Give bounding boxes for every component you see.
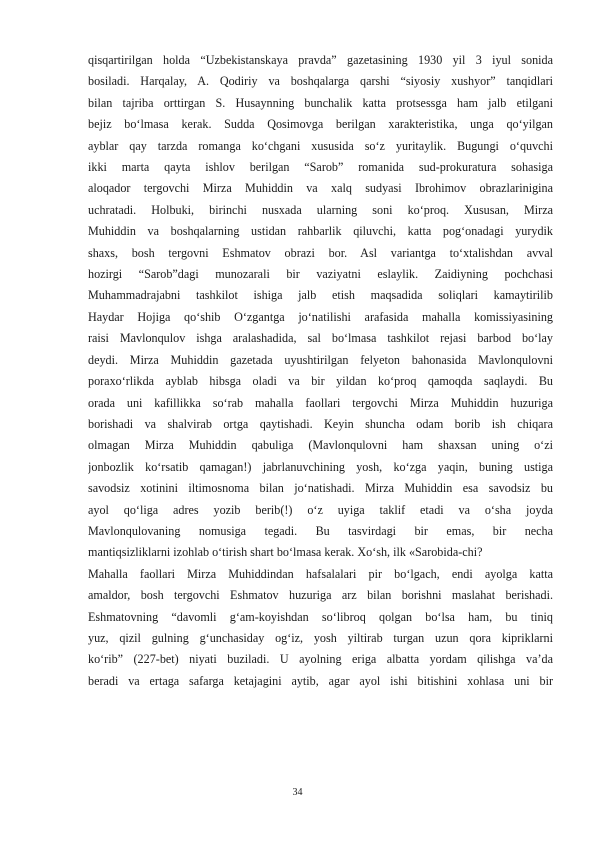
text-line: ayol qo‘liga adres yozib berib(!) o‘z uyiga taklif etadi va o‘sha joyda — [88, 502, 553, 517]
text-line: Haydar Hojiga qo‘shib O‘zgantga jo‘natilishi arafasida mahalla komissiyasining — [88, 309, 553, 324]
text-line: Mavlonqulovaning nomusiga tegadi. Bu tasvirdagi bir emas, bir necha — [88, 523, 553, 538]
text-line: ikki marta qayta ishlov berilgan “Sarob” romanida sud-prokuratura sohasiga — [88, 160, 553, 175]
text-line: Eshmatovning “davomli g‘am-koyishdan so‘libroq qolgan bo‘lsa ham, bu tiniq — [88, 609, 553, 624]
text-line: aloqador tergovchi Mirza Muhiddin va xalq sudyasi Ibrohimov obrazlarinigina — [88, 181, 553, 196]
text-line: poraxo‘rlikda ayblab hibsga oladi va bir yildan ko‘proq qamoqda saqlaydi. Bu — [88, 374, 553, 389]
text-line: yuz, qizil gulning g‘unchasiday og‘iz, yosh yiltirab turgan uzun qora kipriklarni — [88, 630, 553, 645]
text-line: amaldor, bosh tergovchi Eshmatov huzuriga arz bilan borishni maslahat berishadi. — [88, 588, 553, 603]
text-line: orada uni kafillikka so‘rab mahalla faollari tergovchi Mirza Muhiddin huzuriga — [88, 395, 553, 410]
text-line: Muhammadrajabni tashkilot ishiga jalb etish maqsadida soliqlari kamaytirilib — [88, 288, 553, 303]
text-line: jonbozlik ko‘rsatib qamagan!) jabrlanuvchining yosh, ko‘zga yaqin, buning ustiga — [88, 459, 553, 474]
text-line: beradi va ertaga safarga ketajagini aytib, agar ayol ishi bitishini xohlasa uni bir — [88, 673, 553, 688]
text-line: savodsiz xotinini iltimosnoma bilan jo‘natishadi. Mirza Muhiddin esa savodsiz bu — [88, 481, 553, 496]
text-line: olmagan Mirza Muhiddin qabuliga (Mavlonqulovni ham shaxsan uning o‘zi — [88, 438, 553, 453]
text-line: ko‘rib” (227-bet) niyati buziladi. U ayolning eriga albatta yordam qilishga va’da — [88, 652, 553, 667]
text-line: mantiqsizliklarni izohlab o‘tirish shart bo‘lmasa kerak. Xo‘sh, ilk «Sarobida-chi? — [88, 545, 483, 560]
text-line: Muhiddin va boshqalarning ustidan rahbarlik qiluvchi, katta pog‘onadagi yurydik — [88, 224, 553, 239]
text-line: Mahalla faollari Mirza Muhiddindan hafsalalari pir bo‘lgach, endi ayolga katta — [88, 566, 553, 581]
text-line: uchratadi. Holbuki, birinchi nusxada ularning soni ko‘proq. Xususan, Mirza — [88, 202, 553, 217]
text-line: bejiz bo‘lmasa kerak. Sudda Qosimovga berilgan xarakteristika, unga qo‘yilgan — [88, 117, 553, 132]
text-line: qisqartirilgan holda “Uzbekistanskaya pravda” gazetasining 1930 yil 3 iyul sonida — [88, 53, 553, 67]
text-line: bilan tajriba orttirgan S. Husaynning bunchalik katta protsessga ham jalb etilgani — [88, 95, 553, 110]
page-number: 34 — [292, 787, 303, 798]
text-line: raisi Mavlonqulov ishga aralashadida, sal bo‘lmasa tashkilot rejasi barbod bo‘lay — [88, 331, 553, 346]
text-line: deydi. Mirza Muhiddin gazetada uyushtirilgan felyeton bahonasida Mavlonqulovni — [88, 352, 553, 367]
text-line: borishadi va shalvirab ortga qaytishadi. Keyin shuncha odam borib ish chiqara — [88, 416, 553, 431]
document-body — [88, 50, 553, 692]
text-line: hozirgi “Sarob”dagi munozarali bir vaziyatni eslaylik. Zaidiyning pochchasi — [88, 267, 553, 282]
text-line: bosiladi. Harqalay, A. Qodiriy va boshqalarga qarshi “siyosiy xushyor” tanqidlari — [88, 74, 553, 89]
text-line: ayblar qay tarzda romanga ko‘chgani xususida so‘z yuritaylik. Bugungi o‘quvchi — [88, 138, 553, 153]
text-line: shaxs, bosh tergovni Eshmatov obrazi bor. Asl variantga to‘xtalishdan avval — [88, 245, 553, 260]
